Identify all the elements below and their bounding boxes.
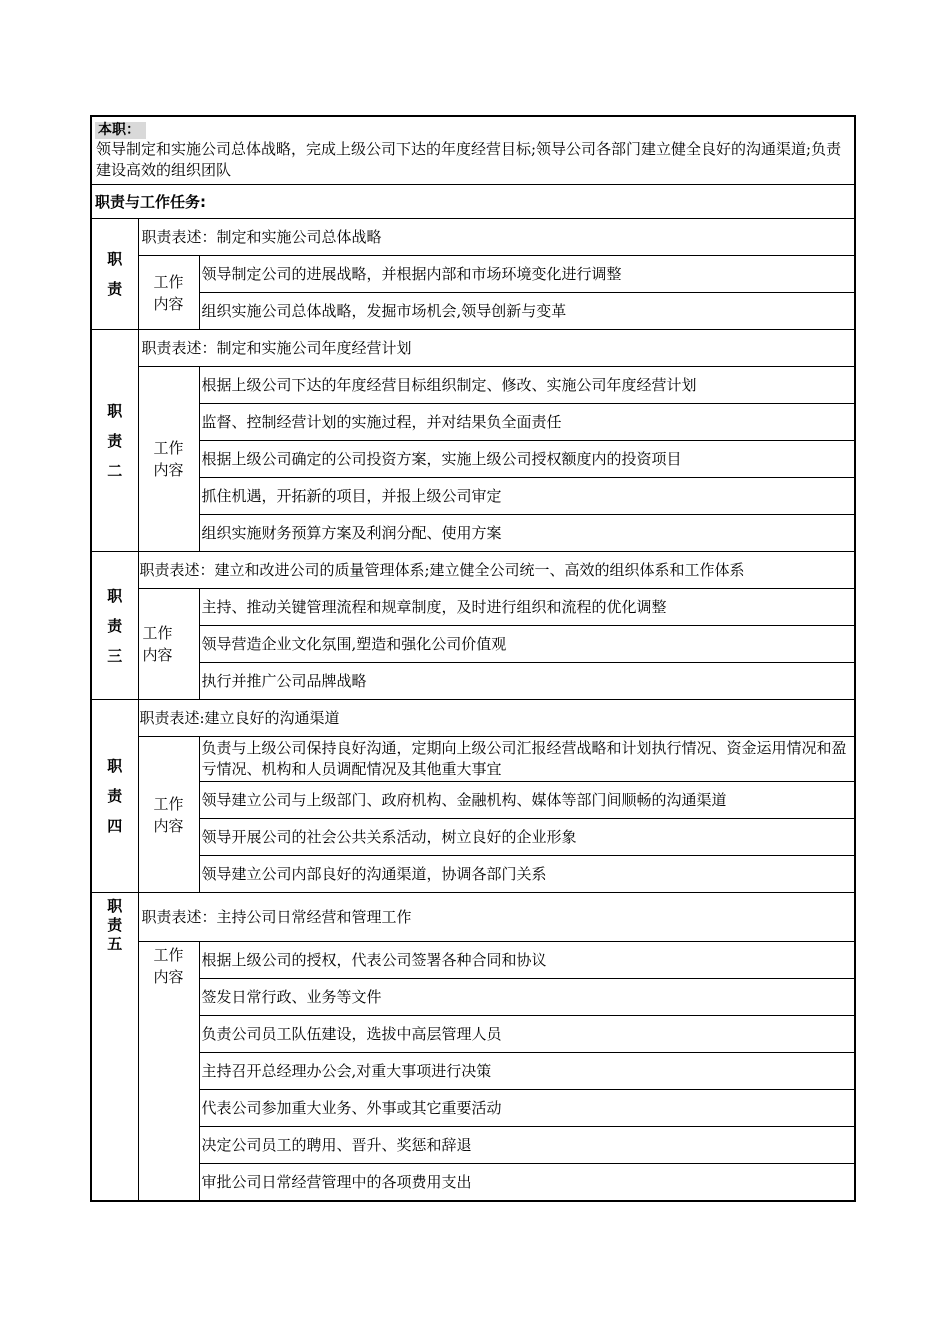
table-row <box>91 856 855 893</box>
summary-label: 本职： <box>95 122 146 139</box>
work-content-label-line: 内容 <box>153 816 184 835</box>
table-row <box>91 979 855 1016</box>
task-item: 组织实施财务预算方案及利润分配、使用方案 <box>199 515 855 552</box>
duty-2-description: 职责表述：制定和实施公司年度经营计划 <box>138 330 855 367</box>
duty-label-char: 责 <box>107 280 123 298</box>
duty-5-description: 职责表述：主持公司日常经营和管理工作 <box>138 893 855 942</box>
work-content-label-line: 内容 <box>142 646 173 664</box>
task-item: 负责与上级公司保持良好沟通，定期向上级公司汇报经营战略和计划执行情况、资金运用情况和盈亏情况、机构和人员调配情况及其他重大事宜 <box>199 737 855 782</box>
task-item: 领导建立公司内部良好的沟通渠道，协调各部门关系 <box>199 856 855 893</box>
duty-1-description: 职责表述：制定和实施公司总体战略 <box>138 219 855 256</box>
work-content-label <box>138 256 199 330</box>
task-item: 决定公司员工的聘用、晋升、奖惩和辞退 <box>199 1127 855 1164</box>
table-row <box>91 737 855 782</box>
work-content-label-line: 内容 <box>153 294 184 313</box>
work-content-label-line: 工作 <box>153 439 184 457</box>
task-item: 执行并推广公司品牌战略 <box>199 663 855 700</box>
table-row <box>91 782 855 819</box>
table-row <box>91 942 855 979</box>
duty-4-description-row <box>91 700 855 737</box>
duty-label-char: 责 <box>107 787 123 805</box>
work-content-label <box>138 589 199 700</box>
duty-5-label <box>91 893 138 1202</box>
duty-label-char: 责 <box>107 431 123 450</box>
table-row <box>91 367 855 404</box>
duty-5-description-row <box>91 893 855 942</box>
task-item: 签发日常行政、业务等文件 <box>199 979 855 1016</box>
duty-4-description: 职责表述:建立良好的沟通渠道 <box>138 700 855 737</box>
duty-label-char: 二 <box>107 461 123 480</box>
summary-row <box>91 116 855 185</box>
task-item: 根据上级公司的授权，代表公司签署各种合同和协议 <box>199 942 855 979</box>
task-item: 负责公司员工队伍建设，选拔中高层管理人员 <box>199 1016 855 1053</box>
duty-3-description-row <box>91 552 855 589</box>
summary-cell <box>91 116 855 185</box>
task-item: 审批公司日常经营管理中的各项费用支出 <box>199 1164 855 1202</box>
duty-2-description-row <box>91 330 855 367</box>
task-item: 领导制定公司的进展战略，并根据内部和市场环境变化进行调整 <box>199 256 855 293</box>
duty-label-char: 四 <box>107 817 123 835</box>
duty-label-char: 三 <box>107 646 123 665</box>
work-content-label-line: 工作 <box>142 624 173 642</box>
table-row <box>91 1090 855 1127</box>
duty-label-char: 责 <box>107 916 123 934</box>
table-row <box>91 515 855 552</box>
duty-label-char: 职 <box>107 757 123 775</box>
section-title: 职责与工作任务: <box>91 185 855 219</box>
duty-label-char: 五 <box>107 935 123 953</box>
duty-3-label <box>91 552 138 700</box>
work-content-label-line: 工作 <box>153 946 184 964</box>
task-item: 主持召开总经理办公会,对重大事项进行决策 <box>199 1053 855 1090</box>
duty-2-label <box>91 330 138 552</box>
task-item: 组织实施公司总体战略，发掘市场机会,领导创新与变革 <box>199 293 855 330</box>
duty-label-char: 职 <box>107 897 123 915</box>
task-item: 领导开展公司的社会公共关系活动，树立良好的企业形象 <box>199 819 855 856</box>
table-row <box>91 589 855 626</box>
duties-table <box>90 115 856 1202</box>
duty-label-char: 职 <box>107 586 123 605</box>
summary-text: 领导制定和实施公司总体战略，完成上级公司下达的年度经营目标;领导公司各部门建立健全良好的沟通渠道;负责建设高效的组织团队 <box>96 140 842 179</box>
table-row <box>91 663 855 700</box>
work-content-label-line: 内容 <box>153 968 184 986</box>
task-item: 领导建立公司与上级部门、政府机构、金融机构、媒体等部门间顺畅的沟通渠道 <box>199 782 855 819</box>
table-row <box>91 441 855 478</box>
duties-document <box>90 115 856 1202</box>
task-item: 代表公司参加重大业务、外事或其它重要活动 <box>199 1090 855 1127</box>
task-item: 监督、控制经营计划的实施过程，并对结果负全面责任 <box>199 404 855 441</box>
task-item: 根据上级公司确定的公司投资方案，实施上级公司授权额度内的投资项目 <box>199 441 855 478</box>
work-content-label <box>138 367 199 552</box>
duty-label-char: 职 <box>107 401 123 420</box>
duty-1-description-row <box>91 219 855 256</box>
work-content-label <box>138 737 199 893</box>
table-row <box>91 293 855 330</box>
work-content-label-line: 工作 <box>153 272 184 291</box>
duty-1-label <box>91 219 138 330</box>
table-row <box>91 1016 855 1053</box>
table-row <box>91 478 855 515</box>
table-row <box>91 1053 855 1090</box>
section-title-row <box>91 185 855 219</box>
table-row <box>91 626 855 663</box>
work-content-label <box>138 942 199 1202</box>
duty-label-char: 职 <box>107 250 123 268</box>
duty-label-char: 责 <box>107 616 123 635</box>
work-content-label-line: 内容 <box>153 461 184 479</box>
duty-4-label <box>91 700 138 893</box>
table-row <box>91 404 855 441</box>
table-row <box>91 256 855 293</box>
task-item: 主持、推动关键管理流程和规章制度，及时进行组织和流程的优化调整 <box>199 589 855 626</box>
task-item: 领导营造企业文化氛围,塑造和强化公司价值观 <box>199 626 855 663</box>
duty-3-description: 职责表述：建立和改进公司的质量管理体系;建立健全公司统一、高效的组织体系和工作体系 <box>138 552 855 589</box>
table-row <box>91 1127 855 1164</box>
table-row <box>91 1164 855 1202</box>
task-item: 根据上级公司下达的年度经营目标组织制定、修改、实施公司年度经营计划 <box>199 367 855 404</box>
task-item: 抓住机遇，开拓新的项目，并报上级公司审定 <box>199 478 855 515</box>
work-content-label-line: 工作 <box>153 794 184 813</box>
table-row <box>91 819 855 856</box>
